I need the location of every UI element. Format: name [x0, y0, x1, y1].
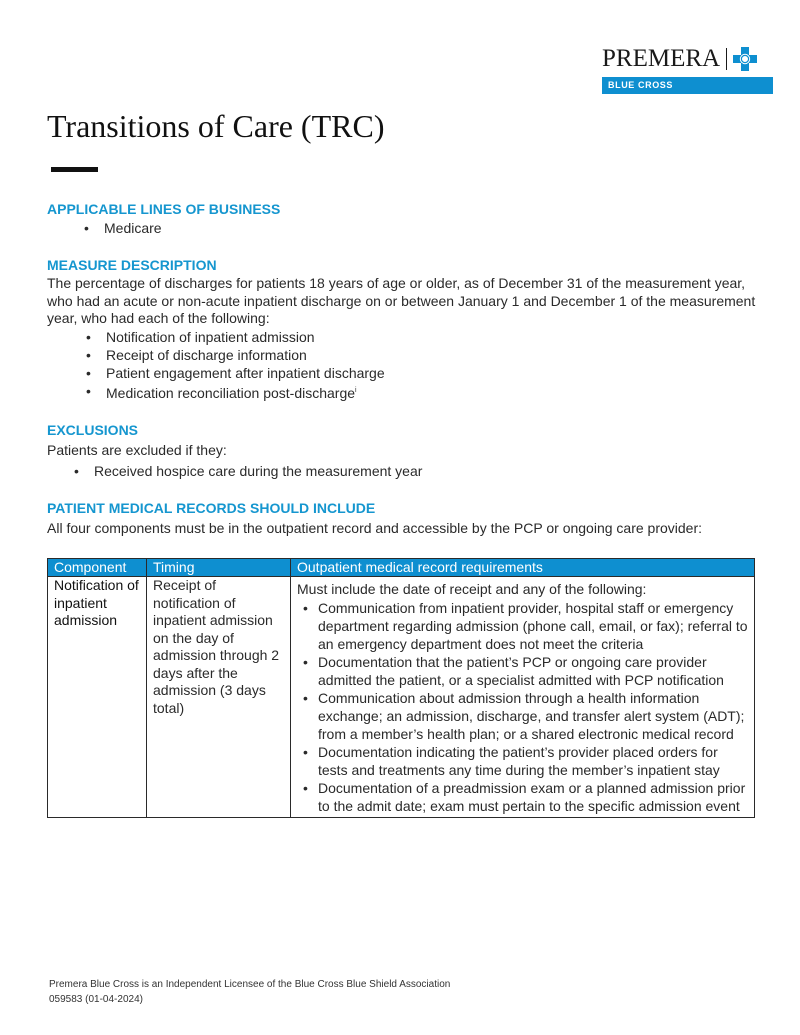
- section-heading: MEASURE DESCRIPTION: [47, 257, 217, 273]
- section-heading: APPLICABLE LINES OF BUSINESS: [47, 201, 281, 217]
- list-item: • Notification of inpatient admission: [106, 328, 767, 346]
- footer-license: Premera Blue Cross is an Independent Licensee of the Blue Cross Blue Shield Association: [49, 979, 451, 990]
- description-section: [47, 255, 767, 402]
- list-item: • Documentation of a preadmission exam or a planned admission prior to the admit date; exam must pertain to the specific admission event: [318, 779, 748, 815]
- cell-component: Notification of inpatient admission: [48, 577, 147, 818]
- premera-logo: [602, 44, 773, 94]
- exclusions-list: [47, 462, 767, 480]
- exclusions-section: [47, 420, 767, 481]
- list-item: • Communication about admission through a health information exchange; an admission, discharge, and transfer alert system (ADT); from a member’s health plan; or a shared electronic medical record: [318, 689, 748, 743]
- table-row: [48, 577, 755, 818]
- requirements-intro: Must include the date of receipt and any of the following:: [297, 581, 647, 597]
- logo-wordmark: PREMERA: [602, 45, 721, 72]
- header-requirements: Outpatient medical record requirements: [291, 559, 755, 577]
- list-item: • Received hospice care during the measurement year: [94, 462, 767, 480]
- title-rule: [51, 167, 98, 172]
- cell-requirements: [291, 577, 755, 818]
- section-heading: EXCLUSIONS: [47, 421, 139, 438]
- list-item-text: Medication reconciliation post-discharge: [106, 384, 356, 401]
- lob-list: [47, 219, 767, 237]
- header-component: Component: [48, 559, 147, 577]
- footer-code: 059583 (01-04-2024): [49, 994, 143, 1005]
- requirements-table: [47, 558, 755, 818]
- section-text: All four components must be in the outpatient record and accessible by the PCP or ongoing care provider:: [47, 520, 703, 537]
- lob-section: [47, 199, 767, 237]
- page-title: Transitions of Care (TRC): [47, 108, 385, 144]
- footnote-mark: i: [355, 386, 357, 394]
- cell-timing: Receipt of notification of inpatient admission on the day of admission through 2 days after the admission (3 days total): [147, 577, 291, 818]
- list-item: • Documentation that the patient’s PCP or ongoing care provider admitted the patient, or a specialist admitted with PCP notification: [318, 653, 748, 689]
- list-item: • Communication from inpatient provider, hospital staff or emergency department regarding admission (phone call, email, or fax); referral to an emergency department does not meet the criteria: [318, 599, 748, 653]
- footer: [49, 977, 450, 1007]
- description-list: [47, 328, 767, 402]
- list-item: • Documentation indicating the patient’s provider placed orders for tests and treatments any time during the member’s inpatient stay: [318, 743, 748, 779]
- table-header-row: [48, 559, 755, 577]
- section-text: The percentage of discharges for patients 18 years of age or older, as of December 31 of the measurement year, who had an acute or non-acute inpatient discharge on or between January 1 and December 1 of the measurement year, who had each of the following:: [47, 275, 756, 327]
- logo-band: BLUE CROSS: [602, 77, 773, 94]
- header-timing: Timing: [147, 559, 291, 577]
- section-text: Patients are excluded if they:: [47, 441, 227, 458]
- list-item: • Medicare: [104, 219, 767, 237]
- list-item: • Patient engagement after inpatient discharge: [106, 364, 767, 382]
- list-item: [106, 382, 767, 402]
- section-heading: PATIENT MEDICAL RECORDS SHOULD INCLUDE: [47, 500, 376, 517]
- logo-divider: [726, 48, 727, 70]
- requirements-list: [297, 599, 748, 815]
- list-item: • Receipt of discharge information: [106, 346, 767, 364]
- document-body: [47, 199, 767, 538]
- blue-cross-shield-icon: [732, 46, 758, 72]
- records-section: [47, 498, 767, 538]
